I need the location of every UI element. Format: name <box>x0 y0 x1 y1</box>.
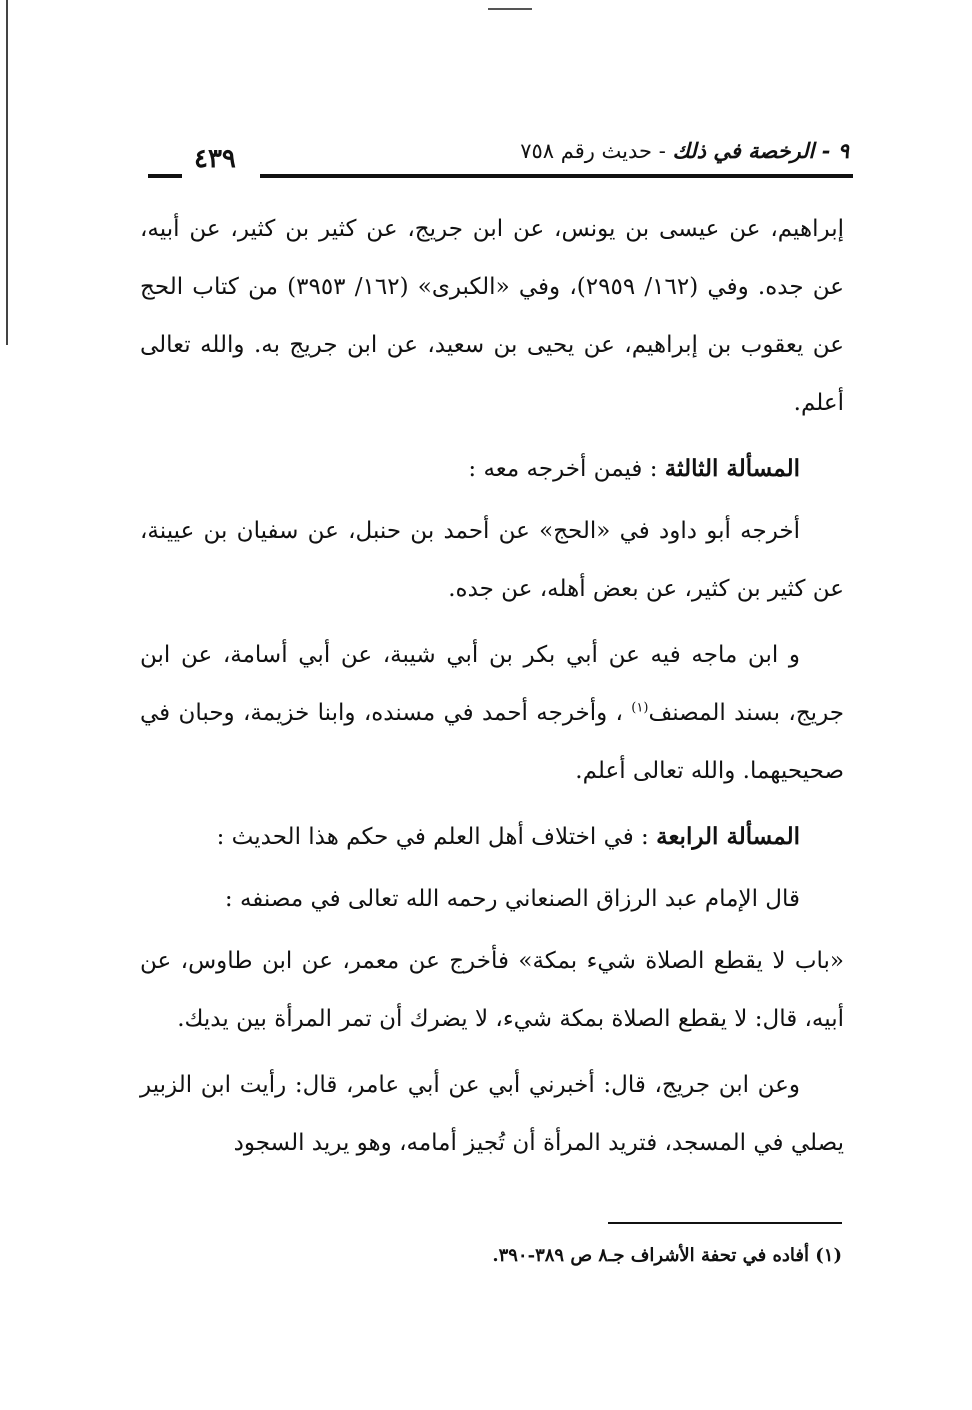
section-heading-3 <box>140 440 844 498</box>
page-header <box>148 138 853 186</box>
paragraph: قال الإمام عبد الرزاق الصنعاني رحمه الله تعالى في مصنفه : <box>224 886 800 912</box>
footnote: (١) أفاده في تحفة الأشراف جـ٨ ص ٣٨٩-٣٩٠. <box>492 1245 842 1266</box>
heading-text: : في اختلاف أهل العلم في حكم هذا الحديث : <box>216 824 657 850</box>
paragraph <box>140 626 844 800</box>
section-heading-4 <box>140 808 844 866</box>
footnote-marker: (١) <box>631 700 649 716</box>
heading-title: المسألة الرابعة <box>656 823 800 850</box>
main-text <box>140 200 844 1172</box>
paragraph-text: ، وأخرجه أحمد في مسنده، وابنا خزيمة، وحبان في صحيحيهما. والله تعالى أعلم. <box>140 700 844 784</box>
heading-text: : فيمن أخرجه معه : <box>468 456 665 482</box>
page-number-dash <box>148 174 182 178</box>
chapter-title: ٩ - الرخصة في ذلك <box>672 138 849 163</box>
heading-title: المسألة الثالثة <box>664 455 800 482</box>
scan-mark <box>488 8 532 10</box>
footnote-rule <box>608 1222 842 1224</box>
page-number: ٤٣٩ <box>194 144 236 174</box>
paragraph: وعن ابن جريج، قال: أخبرني أبي عن أبي عامر، قال: رأيت ابن الزبير يصلي في المسجد، فتريد المرأة أن تُجيز أمامه، وهو يريد السجود <box>140 1072 844 1156</box>
header-rule <box>260 174 853 178</box>
paragraph: «باب لا يقطع الصلاة شيء بمكة» فأخرج عن معمر، عن ابن طاوس، عن أبيه، قال: لا يقطع الصلاة بمكة شيء، لا يضرك أن تمر المرأة بين يديك. <box>140 948 844 1032</box>
paragraph: أخرجه أبو داود في «الحج» عن أحمد بن حنبل، عن سفيان بن عيينة، عن كثير بن كثير، عن بعض أهله، عن جده. <box>140 518 844 602</box>
page-binding-line <box>6 0 8 345</box>
paragraph: إبراهيم، عن عيسى بن يونس، عن ابن جريج، عن كثير بن كثير، عن أبيه، عن جده. وفي (١٦٢/ ٢٩٥٩)، وفي «الكبرى» (١٦٢/ ٣٩٥٣) من كتاب الحج عن يعقوب بن إبراهيم، عن يحيى بن سعيد، عن ابن جريج به. والله تعالى أعلم. <box>140 216 845 416</box>
hadith-number: - حديث رقم ٧٥٨ <box>520 139 673 163</box>
running-title <box>520 138 849 163</box>
paragraph-text: و ابن ماجه فيه عن أبي بكر بن أبي شيبة، عن أبي أسامة، عن ابن جريج، بسند المصنف <box>140 642 844 726</box>
